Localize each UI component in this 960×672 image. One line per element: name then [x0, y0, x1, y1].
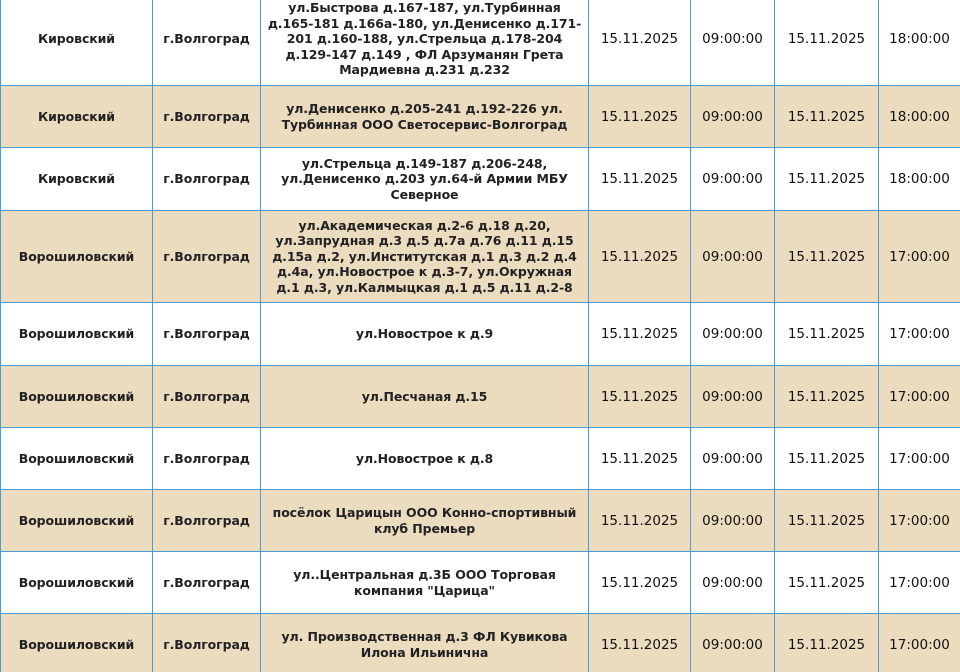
end-date-cell: 15.11.2025 [775, 86, 879, 148]
city-cell: г.Волгоград [153, 148, 261, 211]
end-time-cell: 17:00:00 [879, 428, 960, 490]
city-cell: г.Волгоград [153, 303, 261, 366]
start-time-cell: 09:00:00 [691, 490, 775, 552]
start-time-cell: 09:00:00 [691, 366, 775, 428]
city-cell: г.Волгоград [153, 490, 261, 552]
start-date-cell: 15.11.2025 [589, 148, 691, 211]
start-time-cell: 09:00:00 [691, 428, 775, 490]
start-time-cell: 09:00:00 [691, 0, 775, 86]
address-cell: ул. Производственная д.3 ФЛ Кувикова Илона Ильинична [261, 614, 589, 672]
start-date-cell: 15.11.2025 [589, 211, 691, 303]
city-cell: г.Волгоград [153, 86, 261, 148]
end-date-cell: 15.11.2025 [775, 552, 879, 614]
start-date-cell: 15.11.2025 [589, 428, 691, 490]
end-time-cell: 17:00:00 [879, 490, 960, 552]
address-cell: ул.Денисенко д.205-241 д.192-226 ул. Турбинная ООО Светосервис-Волгоград [261, 86, 589, 148]
end-time-cell: 17:00:00 [879, 614, 960, 672]
city-cell: г.Волгоград [153, 0, 261, 86]
table-row [1, 552, 960, 614]
start-date-cell: 15.11.2025 [589, 614, 691, 672]
table-row [1, 490, 960, 552]
address-cell: ул.Новострое к д.8 [261, 428, 589, 490]
end-date-cell: 15.11.2025 [775, 366, 879, 428]
address-cell: посёлок Царицын ООО Конно-спортивный клуб Премьер [261, 490, 589, 552]
table-row [1, 86, 960, 148]
table-row [1, 303, 960, 366]
city-cell: г.Волгоград [153, 614, 261, 672]
end-time-cell: 17:00:00 [879, 211, 960, 303]
start-date-cell: 15.11.2025 [589, 490, 691, 552]
table-row [1, 211, 960, 303]
district-cell: Ворошиловский [1, 428, 153, 490]
end-date-cell: 15.11.2025 [775, 0, 879, 86]
city-cell: г.Волгоград [153, 211, 261, 303]
table-row [1, 614, 960, 672]
district-cell: Ворошиловский [1, 303, 153, 366]
end-time-cell: 17:00:00 [879, 303, 960, 366]
end-time-cell: 18:00:00 [879, 148, 960, 211]
address-cell: ул..Центральная д.3Б ООО Торговая компания "Царица" [261, 552, 589, 614]
district-cell: Кировский [1, 0, 153, 86]
district-cell: Ворошиловский [1, 490, 153, 552]
end-date-cell: 15.11.2025 [775, 614, 879, 672]
start-date-cell: 15.11.2025 [589, 552, 691, 614]
start-date-cell: 15.11.2025 [589, 86, 691, 148]
city-cell: г.Волгоград [153, 552, 261, 614]
start-date-cell: 15.11.2025 [589, 0, 691, 86]
district-cell: Кировский [1, 86, 153, 148]
end-date-cell: 15.11.2025 [775, 148, 879, 211]
city-cell: г.Волгоград [153, 428, 261, 490]
address-cell: ул.Песчаная д.15 [261, 366, 589, 428]
table-row [1, 0, 960, 86]
start-time-cell: 09:00:00 [691, 552, 775, 614]
district-cell: Ворошиловский [1, 366, 153, 428]
end-date-cell: 15.11.2025 [775, 490, 879, 552]
address-cell: ул.Стрельца д.149-187 д.206-248, ул.Денисенко д.203 ул.64-й Армии МБУ Северное [261, 148, 589, 211]
district-cell: Ворошиловский [1, 614, 153, 672]
end-date-cell: 15.11.2025 [775, 428, 879, 490]
table-row [1, 148, 960, 211]
start-time-cell: 09:00:00 [691, 86, 775, 148]
address-cell: ул.Академическая д.2-6 д.18 д.20, ул.Запрудная д.3 д.5 д.7а д.76 д.11 д.15 д.15а д.2, ул.Институтская д.1 д.3 д.2 д.4 д.4а, ул.Новострое к д.3-7, ул.Окружная д.1 д.3, ул.Калмыцкая д.1 д.5 д.11 д.2-8 [261, 211, 589, 303]
end-date-cell: 15.11.2025 [775, 303, 879, 366]
district-cell: Кировский [1, 148, 153, 211]
end-time-cell: 17:00:00 [879, 366, 960, 428]
start-time-cell: 09:00:00 [691, 148, 775, 211]
end-time-cell: 17:00:00 [879, 552, 960, 614]
start-time-cell: 09:00:00 [691, 614, 775, 672]
address-cell: ул.Быстрова д.167-187, ул.Турбинная д.165-181 д.166а-180, ул.Денисенко д.171-201 д.160-188, ул.Стрельца д.178-204 д.129-147 д.149 , ФЛ Арзуманян Грета Мардиевна д.231 д.232 [261, 0, 589, 86]
end-time-cell: 18:00:00 [879, 0, 960, 86]
end-date-cell: 15.11.2025 [775, 211, 879, 303]
start-time-cell: 09:00:00 [691, 211, 775, 303]
table-row [1, 428, 960, 490]
end-time-cell: 18:00:00 [879, 86, 960, 148]
district-cell: Ворошиловский [1, 552, 153, 614]
city-cell: г.Волгоград [153, 366, 261, 428]
start-time-cell: 09:00:00 [691, 303, 775, 366]
start-date-cell: 15.11.2025 [589, 366, 691, 428]
district-cell: Ворошиловский [1, 211, 153, 303]
table-row [1, 366, 960, 428]
address-cell: ул.Новострое к д.9 [261, 303, 589, 366]
start-date-cell: 15.11.2025 [589, 303, 691, 366]
